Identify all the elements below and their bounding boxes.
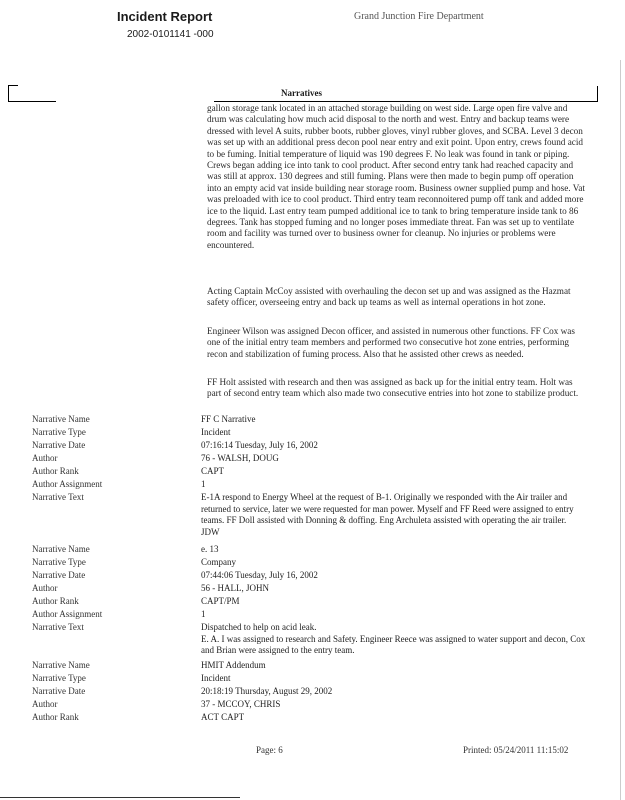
narrative-name-value: HMIT Addendum <box>201 660 266 670</box>
section-bracket-right <box>597 86 598 102</box>
field-label: Narrative Text <box>32 622 84 632</box>
narrative-text-value: E-1A respond to Energy Wheel at the request of B-1. Originally we responded with the Air trailer and returned to service, later we were requested for man power. Myself and FF Reed were assigned to entry teams. FF Doll assisted with Donning & doffing. Eng Archuleta assisted with operating the air trailer. JDW <box>201 492 574 537</box>
narrative-date-value: 20:18:19 Thursday, August 29, 2002 <box>201 686 333 696</box>
field-label: Author Rank <box>32 596 79 606</box>
narratives-heading: Narratives <box>281 88 322 98</box>
narrative-type-value: Incident <box>201 427 231 437</box>
field-label: Author <box>32 699 58 709</box>
author-assignment-value: 1 <box>201 479 206 489</box>
field-label: Author Rank <box>32 466 79 476</box>
field-label: Author Assignment <box>32 609 103 619</box>
field-label: Narrative Type <box>32 427 86 437</box>
department-name: Grand Junction Fire Department <box>354 11 484 22</box>
scan-edge <box>620 60 621 800</box>
field-label: Narrative Date <box>32 570 86 580</box>
field-label: Narrative Date <box>32 440 86 450</box>
incident-number: 2002-0101141 -000 <box>127 29 214 40</box>
bottom-edge-line <box>0 797 240 798</box>
author-rank-value: ACT CAPT <box>201 712 245 722</box>
field-label: Narrative Date <box>32 686 86 696</box>
narrative-name-value: e. 13 <box>201 544 219 554</box>
field-label: Narrative Name <box>32 544 90 554</box>
field-label: Author <box>32 453 58 463</box>
field-label: Narrative Name <box>32 660 90 670</box>
narrative-text-value: Dispatched to help on acid leak. E. A. I was assigned to research and Safety. Engineer Reece was assigned to water support and decon, Cox and Brian were assigned to the entry team. <box>201 622 586 655</box>
section-divider-left <box>8 101 56 102</box>
section-bracket <box>8 85 18 101</box>
report-title: Incident Report <box>117 9 213 24</box>
narrative-paragraph: FF Holt assisted with research and then was assigned as back up for the initial entry team. Holt was part of second entry team which also made two consecutive entries into hot zone to stabilize product. <box>207 377 579 399</box>
author-value: 56 - HALL, JOHN <box>201 583 269 593</box>
section-divider-right <box>214 101 598 102</box>
narrative-type-value: Company <box>201 557 236 567</box>
narrative-paragraph: Engineer Wilson was assigned Decon officer, and assisted in numerous other functions. FF Cox was one of the initial entry team members and performed two consecutive hot zone entries, performing recon and stabilization of fuming process. Also that he assisted other crews as needed. <box>207 326 575 359</box>
page-number: Page: 6 <box>256 745 283 755</box>
printed-timestamp: Printed: 05/24/2011 11:15:02 <box>463 745 569 755</box>
author-rank-value: CAPT <box>201 466 225 476</box>
narrative-name-value: FF C Narrative <box>201 414 256 424</box>
narrative-date-value: 07:16:14 Tuesday, July 16, 2002 <box>201 440 318 450</box>
narrative-type-value: Incident <box>201 673 231 683</box>
narrative-paragraph: Acting Captain McCoy assisted with overhauling the decon set up and was assigned as the Hazmat safety officer, overseeing entry and back up teams as well as internal operations in hot zone. <box>207 286 571 308</box>
field-label: Narrative Type <box>32 557 86 567</box>
author-value: 37 - MCCOY, CHRIS <box>201 699 281 709</box>
field-label: Author Rank <box>32 712 79 722</box>
author-value: 76 - WALSH, DOUG <box>201 453 279 463</box>
narrative-date-value: 07:44:06 Tuesday, July 16, 2002 <box>201 570 318 580</box>
narrative-paragraph: gallon storage tank located in an attached storage building on west side. Large open fire valve and drum was calculating how much acid disposal to the north and west. Entry and backup teams were dressed with level A suits, rubber boots, rubber gloves, vinyl rubber gloves, and SCBA. Level 3 decon was set up with an additional press decon pool near entry and exit point. Upon entry, crews found acid to be fuming. Initial temperature of liquid was 190 degrees F. No leak was found in tank or piping. Crews began adding ice into tank to cool product. After second entry tank had reached capacity and was still at approx. 130 degrees and still fuming. Plans were then made to begin pump off operation into an empty acid vat inside building near storage room. Business owner supplied pump and hose. Vat was preloaded with ice to cool product. Third entry team reconnoitered pump off tank and added more ice to the liquid. Last entry team pumped additional ice to tank to bring temperature inside tank to 86 degrees. Tank has stopped fuming and no longer poses immediate threat. Fan was set up to ventilate room and facility was turned over to business owner for cleanup. No injuries or problems were encountered. <box>207 103 585 250</box>
field-label: Narrative Type <box>32 673 86 683</box>
field-label: Narrative Name <box>32 414 90 424</box>
field-label: Author Assignment <box>32 479 103 489</box>
field-label: Author <box>32 583 58 593</box>
author-rank-value: CAPT/PM <box>201 596 240 606</box>
field-label: Narrative Text <box>32 492 84 502</box>
author-assignment-value: 1 <box>201 609 206 619</box>
